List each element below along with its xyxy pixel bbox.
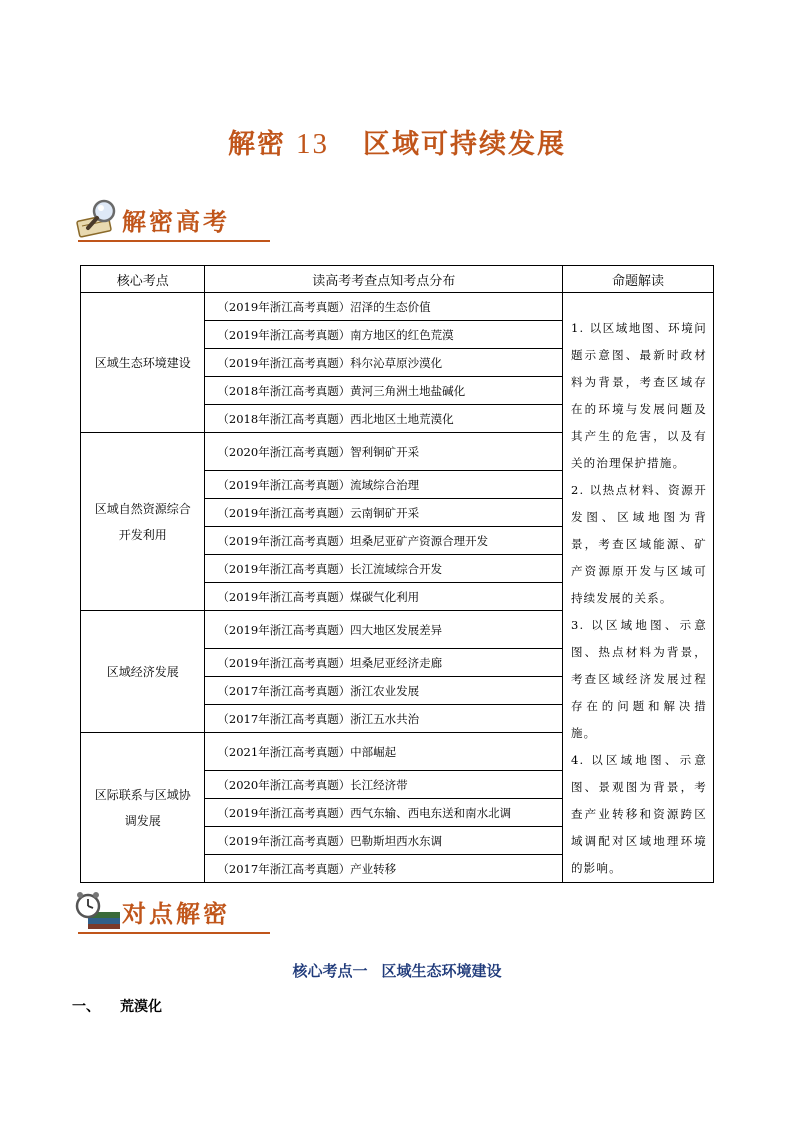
core-topic-cell: 区际联系与区域协调发展 [81,733,205,883]
topic-item: （2019年浙江高考真题）流域综合治理 [205,471,563,499]
section-label: 解密高考 [122,207,230,236]
table-row [81,293,714,321]
subheading-number: 一、 [72,999,100,1015]
topic-item: （2019年浙江高考真题）南方地区的红色荒漠 [205,321,563,349]
title-text: 区域可持续发展 [363,129,566,160]
core-topic-cell: 区域经济发展 [81,611,205,733]
topic-item: （2020年浙江高考真题）长江经济带 [205,771,563,799]
table-header-row [81,266,714,293]
title-number: 13 [296,128,329,160]
subheading [72,996,162,1016]
section-underline [78,932,270,934]
core-point-label: 核心考点一 [292,962,368,980]
interpretation-paragraph: 3. 以区域地图、示意图、热点材料为背景，考查区域经济发展过程存在的问题和解决措施。 [570,618,707,740]
section-label: 对点解密 [122,899,230,928]
clock-books-icon [74,888,122,932]
interpretation-cell [562,293,713,883]
topic-item: （2019年浙江高考真题）四大地区发展差异 [205,611,563,649]
topic-item: （2019年浙江高考真题）科尔沁草原沙漠化 [205,349,563,377]
interpretation-paragraph: 2. 以热点材料、资源开发图、区域地图为背景，考查区域能源、矿产资源原开发与区域可持续发展的关系。 [570,483,707,605]
topic-item: （2019年浙江高考真题）坦桑尼亚矿产资源合理开发 [205,527,563,555]
title-prefix: 解密 [228,129,286,160]
topic-item: （2018年浙江高考真题）黄河三角洲土地盐碱化 [205,377,563,405]
topic-item: （2017年浙江高考真题）浙江农业发展 [205,677,563,705]
core-point-heading [0,960,794,981]
topic-item: （2018年浙江高考真题）西北地区土地荒漠化 [205,405,563,433]
exam-topics-table [80,265,714,883]
magnifier-book-icon [74,196,122,240]
topic-item: （2020年浙江高考真题）智利铜矿开采 [205,433,563,471]
topic-item: （2019年浙江高考真题）煤碳气化利用 [205,583,563,611]
header-distribution: 读高考考查点知考点分布 [205,266,563,293]
subheading-text: 荒漠化 [120,999,162,1015]
interpretation-paragraph: 1. 以区域地图、环境问题示意图、最新时政材料为背景，考查区域存在的环境与发展问题及其产生的危害，以及有关的治理保护措施。 [570,321,707,470]
topic-item: （2019年浙江高考真题）云南铜矿开采 [205,499,563,527]
topic-item: （2019年浙江高考真题）长江流域综合开发 [205,555,563,583]
page-title [0,122,794,161]
topic-item: （2019年浙江高考真题）沼泽的生态价值 [205,293,563,321]
section-underline [78,240,270,242]
topic-item: （2019年浙江高考真题）巴勒斯坦西水东调 [205,827,563,855]
interpretation-paragraph: 4. 以区域地图、示意图、景观图为背景，考查产业转移和资源跨区域调配对区域地理环境的影响。 [570,753,707,875]
header-interpretation: 命题解读 [562,266,713,293]
topic-item: （2017年浙江高考真题）浙江五水共治 [205,705,563,733]
section-header-jiemi-gaokao [70,196,270,246]
core-point-title: 区域生态环境建设 [381,962,502,980]
header-core: 核心考点 [81,266,205,293]
core-topic-cell: 区域自然资源综合开发利用 [81,433,205,611]
core-topic-cell: 区域生态环境建设 [81,293,205,433]
topic-item: （2019年浙江高考真题）坦桑尼亚经济走廊 [205,649,563,677]
topic-item: （2019年浙江高考真题）西气东输、西电东送和南水北调 [205,799,563,827]
section-header-duidian-jiemi [70,888,270,938]
topic-item: （2021年浙江高考真题）中部崛起 [205,733,563,771]
topic-item: （2017年浙江高考真题）产业转移 [205,855,563,883]
